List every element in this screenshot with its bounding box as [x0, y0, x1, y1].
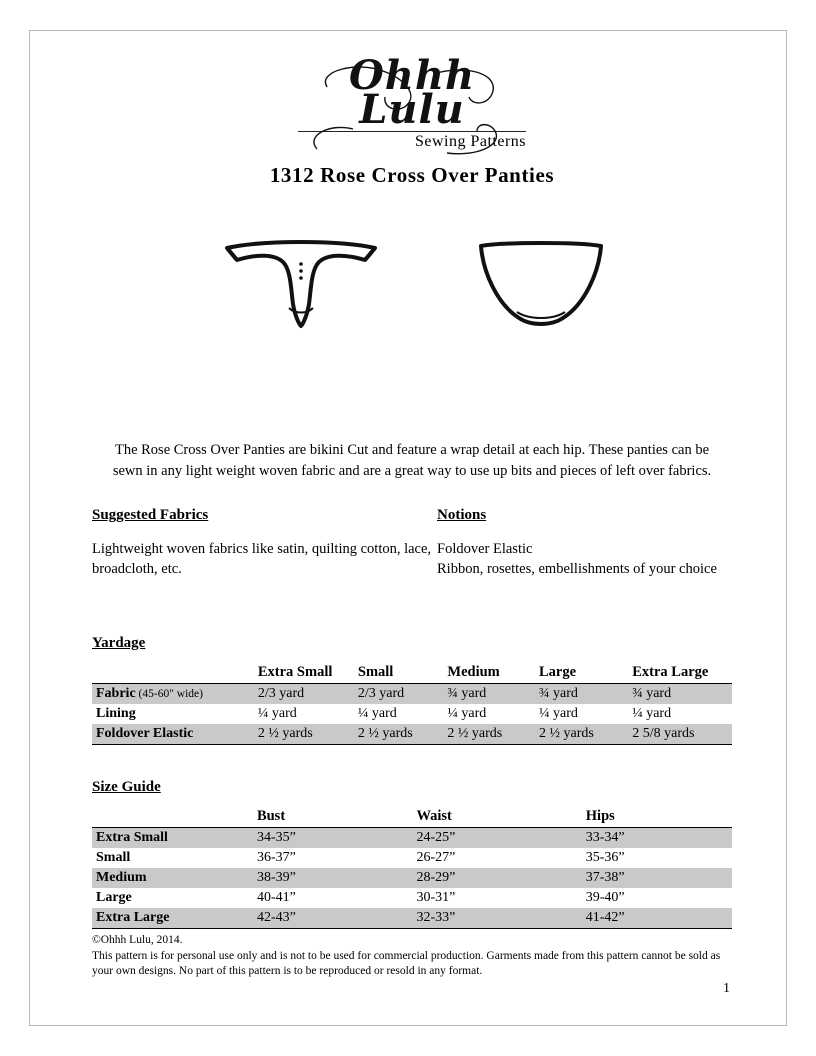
cell: 30-31”	[416, 890, 456, 906]
yardage-col-large: Large	[535, 663, 628, 684]
cell: ¼ yard	[632, 706, 672, 722]
size-col-blank	[92, 807, 253, 828]
yardage-col-extra-small: Extra Small	[254, 663, 354, 684]
suggested-fabrics-body: Lightweight woven fabrics like satin, quilting cotton, lace, broadcloth, etc.	[92, 541, 432, 577]
page-content	[92, 41, 732, 979]
logo-wordmark	[287, 52, 537, 133]
size-row-label-extra-large: Extra Large	[92, 908, 253, 929]
yardage-label-fabric: Fabric	[96, 686, 136, 702]
cell: 42-43”	[253, 908, 413, 929]
yardage-header-row	[92, 663, 732, 684]
cell: ¼ yard	[539, 706, 578, 722]
cell: 28-29”	[412, 868, 581, 888]
legal-notice	[92, 933, 732, 979]
cell: 2 ½ yards	[254, 724, 354, 745]
cell: 2 ½ yards	[535, 724, 628, 745]
notions-line-1: Foldover Elastic	[437, 541, 533, 558]
cell: 34-35”	[253, 828, 413, 849]
panty-front-illustration	[215, 238, 387, 348]
notions-column	[437, 507, 732, 579]
cell: ¾ yard	[443, 684, 535, 705]
table-row	[92, 724, 732, 745]
size-row-label-large: Large	[96, 890, 132, 906]
table-row	[92, 828, 732, 849]
illustration-row	[92, 238, 732, 348]
cell: 36-37”	[256, 850, 296, 866]
cell: 2 ½ yards	[443, 724, 535, 745]
logo-line-1: Ohhh	[348, 52, 476, 99]
size-guide-table	[92, 807, 732, 929]
intro-paragraph: The Rose Cross Over Panties are bikini Cut and feature a wrap detail at each hip. These panties can be sewn in any light weight woven fabric and are a great way to use up bits and pieces of left over fabrics.	[112, 442, 712, 479]
copyright-line: ©Ohhh Lulu, 2014.	[92, 934, 183, 947]
yardage-col-medium: Medium	[443, 663, 535, 684]
cell: ¾ yard	[628, 684, 732, 705]
cell: 2/3 yard	[254, 684, 354, 705]
cell: ¼ yard	[257, 706, 297, 722]
notions-line-2: Ribbon, rosettes, embellishments of your choice	[437, 560, 717, 577]
cell: 2/3 yard	[354, 684, 444, 705]
yardage-table	[92, 663, 732, 745]
cell: ¼ yard	[357, 706, 397, 722]
page-title: 1312 Rose Cross Over Panties	[269, 163, 555, 187]
cell: 40-41”	[256, 890, 296, 906]
cell: 24-25”	[412, 828, 581, 849]
suggested-fabrics-heading: Suggested Fabrics	[92, 507, 209, 524]
size-col-waist: Waist	[412, 807, 581, 828]
table-row	[92, 908, 732, 929]
size-row-label-medium: Medium	[92, 868, 253, 888]
logo-subtitle: Sewing Patterns	[298, 131, 526, 151]
size-col-bust: Bust	[253, 807, 413, 828]
table-row	[92, 848, 732, 868]
table-row	[92, 684, 732, 705]
size-guide-header-row	[92, 807, 732, 828]
fabrics-notions-section	[92, 507, 732, 579]
panty-back-illustration	[473, 238, 609, 348]
yardage-col-small: Small	[354, 663, 444, 684]
cell: 2 5/8 yards	[628, 724, 732, 745]
yardage-heading: Yardage	[92, 635, 146, 652]
page-number: 1	[723, 981, 730, 996]
yardage-label-fabric-note: (45-60" wide)	[135, 688, 203, 701]
cell: 41-42”	[582, 908, 732, 929]
table-row	[92, 704, 732, 724]
yardage-row-label-lining: Lining	[96, 706, 136, 722]
license-line: This pattern is for personal use only and is not to be used for commercial production. Garments made from this pattern cannot be sold as your own designs. No part of this pattern is to be reproduced or resold in any format.	[92, 950, 721, 978]
cell: 32-33”	[412, 908, 581, 929]
size-row-label-extra-small: Extra Small	[92, 828, 253, 849]
document-page	[29, 30, 787, 1026]
cell: 2 ½ yards	[354, 724, 444, 745]
table-row	[92, 868, 732, 888]
cell: 26-27”	[416, 850, 456, 866]
size-row-label-small: Small	[96, 850, 131, 866]
cell: ¼ yard	[447, 706, 487, 722]
notions-body	[437, 540, 732, 579]
cell: 38-39”	[253, 868, 413, 888]
logo-line-2: Lulu	[359, 86, 465, 133]
yardage-col-extra-large: Extra Large	[628, 663, 732, 684]
brand-logo	[287, 52, 537, 151]
yardage-row-label-foldover-elastic: Foldover Elastic	[92, 724, 254, 745]
yardage-col-blank	[92, 663, 254, 684]
table-row	[92, 888, 732, 908]
yardage-row-label-fabric	[92, 684, 254, 705]
cell: 33-34”	[582, 828, 732, 849]
cell: ¾ yard	[535, 684, 628, 705]
cell: 37-38”	[582, 868, 732, 888]
cell: 35-36”	[585, 850, 625, 866]
size-guide-heading: Size Guide	[92, 779, 161, 796]
suggested-fabrics-column	[92, 507, 437, 579]
cell: 39-40”	[585, 890, 625, 906]
notions-heading: Notions	[437, 507, 487, 524]
size-col-hips: Hips	[582, 807, 732, 828]
